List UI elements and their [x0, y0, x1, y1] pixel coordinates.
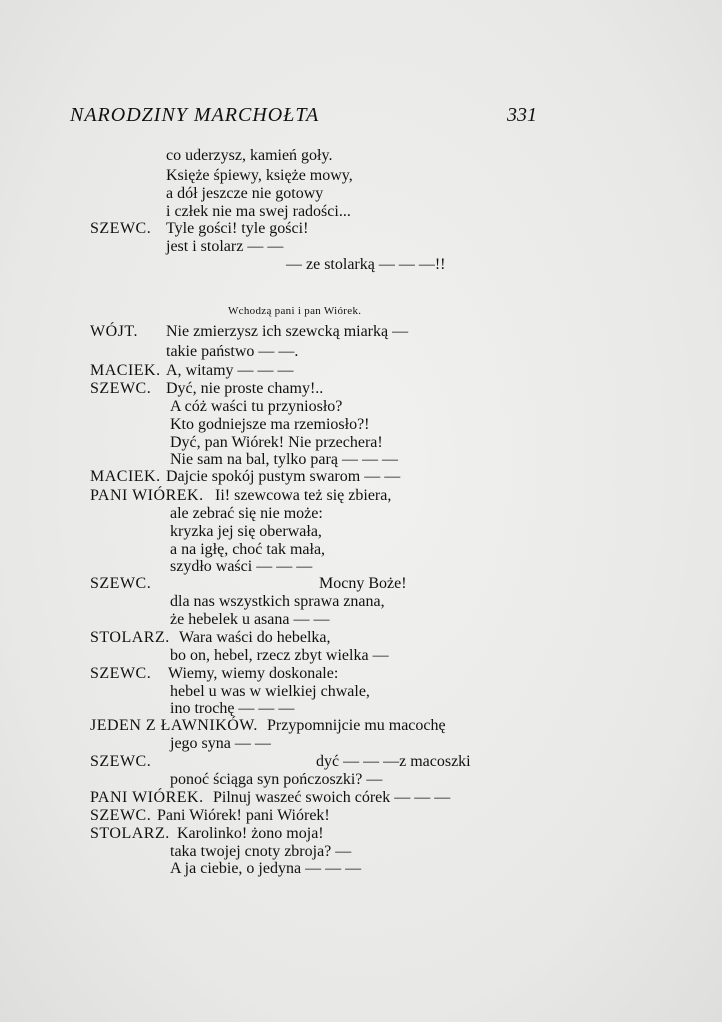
verse-line: Dyć, pan Wiórek! Nie przechera! [170, 434, 383, 451]
verse-line: co uderzysz, kamień goły. [166, 147, 333, 164]
verse-line: ale zebrać się nie może: [170, 505, 323, 522]
verse-text: Ii! szewcowa też się zbiera, [215, 487, 392, 504]
verse-text: Pani Wiórek! pani Wiórek! [157, 807, 330, 824]
verse-line [90, 219, 309, 239]
verse-line [90, 752, 471, 772]
verse-line: Nie sam na bal, tylko parą — — — [170, 451, 398, 468]
verse-text: dyć — — —z macoszki [316, 753, 471, 770]
verse-text: Przypomnijcie mu macochę [267, 717, 446, 734]
speaker-name: SZEWC. [90, 575, 152, 592]
speaker-name: STOLARZ. [90, 825, 170, 842]
verse-line [90, 824, 324, 844]
speaker-name: MACIEK. [90, 468, 161, 485]
verse-line: ponoć ściąga syn pończoszki? — [170, 771, 383, 788]
verse-text: Nie zmierzysz ich szewcką miarką — [166, 323, 409, 340]
speaker-name: SZEWC. [90, 753, 152, 770]
verse-line: jest i stolarz — — [166, 238, 284, 255]
verse-line: że hebelek u asana — — [170, 611, 330, 628]
verse-line: takie państwo — —. [166, 343, 299, 360]
running-title: NARODZINY MARCHOŁTA [70, 104, 320, 126]
verse-line: dla nas wszystkich sprawa znana, [170, 593, 385, 610]
verse-line: taka twojej cnoty zbroja? — [170, 843, 352, 860]
verse-text: A, witamy — — — [166, 362, 294, 379]
verse-line [90, 361, 294, 381]
speaker-name: SZEWC. [90, 220, 152, 237]
speaker-name: MACIEK. [90, 362, 161, 379]
verse-line: kryzka jej się oberwała, [170, 523, 322, 540]
speaker-name: SZEWC. [90, 380, 152, 397]
verse-line: hebel u was w wielkiej chwale, [170, 683, 370, 700]
verse-line [90, 628, 331, 648]
verse-line [90, 664, 339, 684]
verse-line: A cóż waści tu przyniosło? [170, 398, 343, 415]
verse-line [90, 806, 330, 826]
verse-text: Dajcie spokój pustym swarom — — [166, 468, 401, 485]
verse-line: A ja ciebie, o jedyna — — — [170, 860, 362, 877]
stage-direction: Wchodzą pani i pan Wiórek. [228, 305, 362, 317]
verse-line [90, 716, 446, 736]
verse-text: Dyć, nie proste chamy!.. [166, 380, 324, 397]
speaker-name: STOLARZ. [90, 629, 170, 646]
verse-line: Księże śpiewy, księże mowy, [166, 167, 353, 184]
speaker-name: SZEWC. [90, 665, 152, 682]
speaker-name: SZEWC. [90, 807, 152, 824]
speaker-name: PANI WIÓREK. [90, 789, 204, 806]
verse-text: Wiemy, wiemy doskonale: [168, 665, 339, 682]
verse-text: Wara waści do hebelka, [179, 629, 331, 646]
verse-text: Pilnuj waszeć swoich córek — — — [213, 789, 451, 806]
verse-text: Tyle gości! tyle gości! [166, 220, 309, 237]
verse-line [90, 486, 392, 506]
verse-line: jego syna — — [170, 735, 271, 752]
verse-line: a dół jeszcze nie gotowy [166, 185, 324, 202]
verse-line: Kto godniejsze ma rzemiosło?! [170, 416, 370, 433]
verse-line [90, 788, 451, 808]
verse-text: Mocny Boże! [319, 575, 407, 592]
speaker-name: JEDEN Z ŁAWNIKÓW. [90, 717, 258, 734]
page-number: 331 [507, 104, 537, 126]
verse-line [90, 379, 324, 399]
verse-line: — ze stolarką — — —!! [286, 256, 446, 273]
verse-line: ino trochę — — — [170, 700, 295, 717]
verse-line: a na igłę, choć tak mała, [170, 541, 326, 558]
speaker-name: WÓJT. [90, 323, 138, 340]
verse-line: i człek nie ma swej radości... [166, 203, 351, 220]
verse-line: szydło waści — — — [170, 558, 313, 575]
verse-line [90, 574, 407, 594]
verse-line: bo on, hebel, rzecz zbyt wielka — [170, 647, 389, 664]
speaker-name: PANI WIÓREK. [90, 487, 204, 504]
verse-line [90, 467, 401, 487]
verse-text: Karolinko! żono moja! [177, 825, 324, 842]
verse-line [90, 322, 409, 342]
